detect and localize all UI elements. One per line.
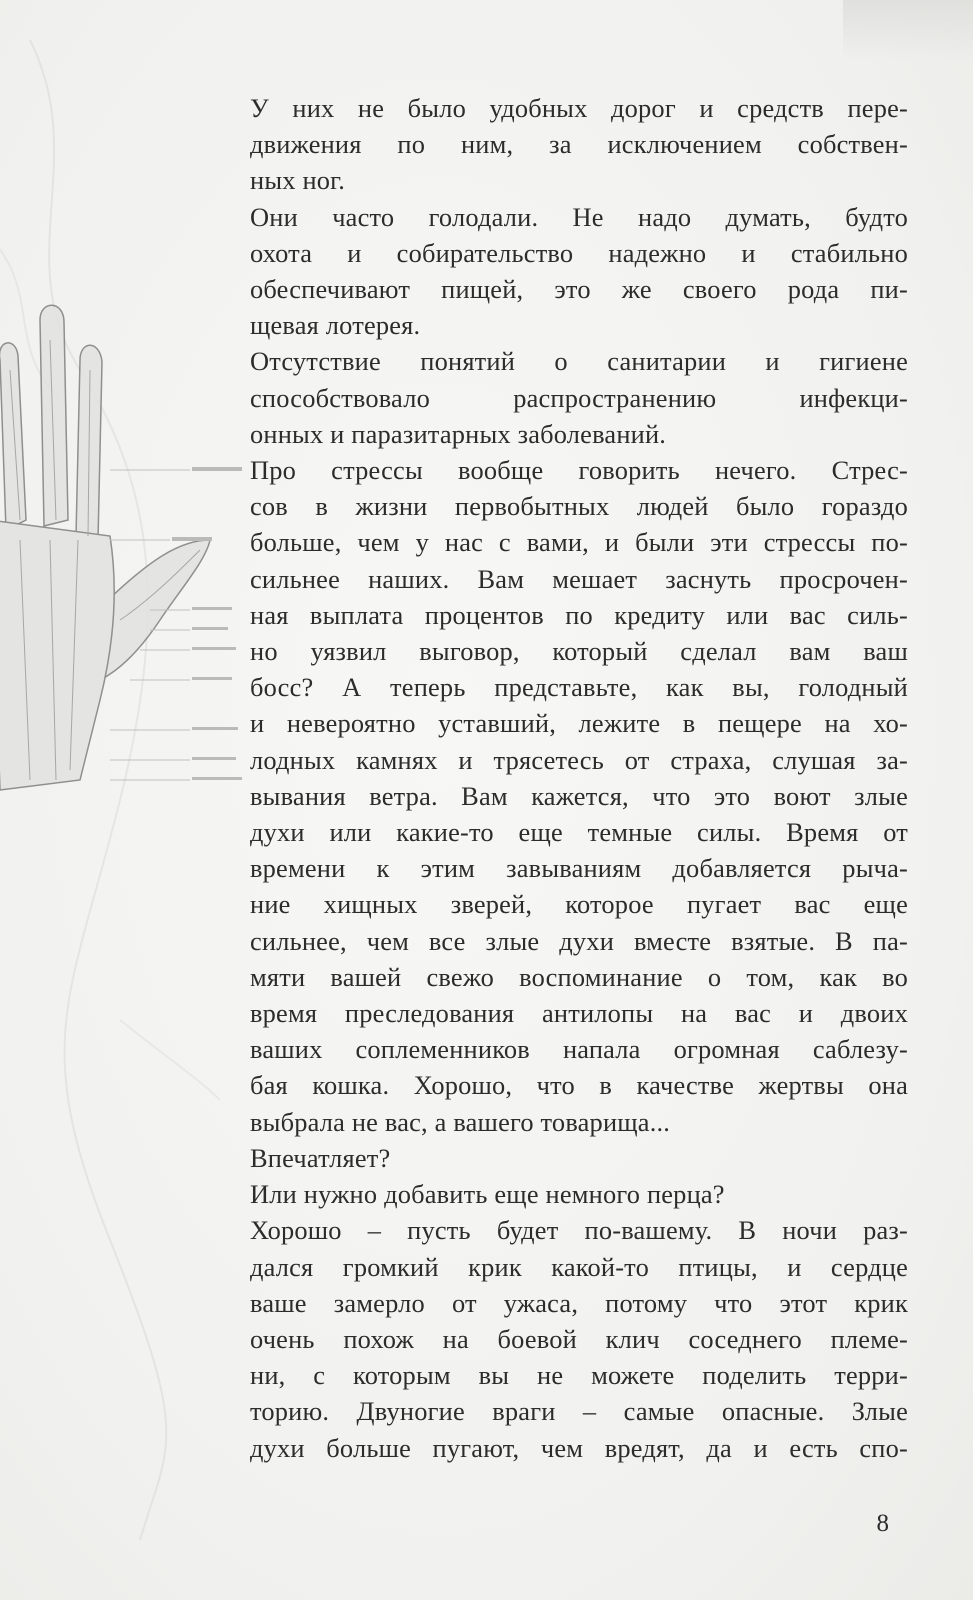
text-line: способствовало распространению инфекци- — [250, 382, 908, 413]
paragraph — [228, 452, 908, 1140]
paragraph — [228, 343, 908, 452]
paragraph — [228, 1176, 908, 1212]
text-line: лодных камнях и трясетесь от страха, слушая за- — [250, 744, 908, 775]
paragraph — [228, 90, 908, 199]
text-line: Впечатляет? — [250, 1142, 391, 1173]
text-line: обеспечивают пищей, это же своего рода пи- — [250, 274, 908, 305]
text-line: ная выплата процентов по кредиту или вас силь- — [250, 599, 908, 630]
text-line: больше, чем у нас с вами, и были эти стрессы по- — [250, 527, 908, 558]
text-line: У них не было удобных дорог и средств пере- — [250, 93, 908, 123]
text-line: ных ног. — [250, 165, 346, 196]
text-line: онных и паразитарных заболеваний. — [250, 418, 667, 449]
text-line: Хорошо – пусть будет по-вашему. В ночи раз- — [250, 1215, 908, 1246]
text-line: движения по ним, за исключением собствен- — [250, 129, 908, 160]
text-line: Или нужно добавить еще немного перца? — [250, 1179, 725, 1210]
text-line: время преследования антилопы на вас и двоих — [250, 998, 908, 1029]
text-line: Отсутствие понятий о санитарии и гигиене — [250, 346, 908, 377]
text-line: сов в жизни первобытных людей было гораздо — [250, 491, 908, 522]
text-line: духи больше пугают, чем вредят, да и есть спо- — [250, 1432, 908, 1463]
text-line: ние хищных зверей, которое пугает вас еще — [250, 889, 908, 920]
text-line: сильнее наших. Вам мешает заснуть просрочен- — [250, 563, 908, 594]
text-line: щевая лотерея. — [250, 310, 421, 341]
text-line: бая кошка. Хорошо, что в качестве жертвы она — [250, 1070, 908, 1101]
text-line: ни, с которым вы не можете поделить терри- — [250, 1360, 908, 1391]
text-line: торию. Двуногие враги – самые опасные. Злые — [250, 1396, 908, 1427]
body-text — [228, 90, 908, 1466]
text-line: времени к этим завываниям добавляется рыча- — [250, 853, 908, 884]
text-line: и невероятно уставший, лежите в пещере на хо- — [250, 708, 908, 739]
paragraph — [228, 199, 908, 344]
text-line: духи или какие-то еще темные силы. Время от — [250, 817, 908, 848]
text-line: но уязвил выговор, который сделал вам ваш — [250, 636, 908, 667]
text-line: дался громкий крик какой-то птицы, и сердце — [250, 1251, 908, 1282]
text-line: вывания ветра. Вам кажется, что это воют злые — [250, 780, 908, 811]
text-line: Они часто голодали. Не надо думать, будто — [250, 201, 908, 232]
text-line: очень похож на боевой клич соседнего племе- — [250, 1323, 908, 1354]
paragraph — [228, 1212, 908, 1465]
text-line: сильнее, чем все злые духи вместе взятые. В па- — [250, 925, 908, 956]
page-number: 8 — [876, 1510, 889, 1537]
text-line: ваших соплеменников напала огромная саблезу- — [250, 1034, 908, 1065]
text-line: ваше замерло от ужаса, потому что этот крик — [250, 1287, 908, 1318]
text-line: мяти вашей свежо воспоминание о том, как во — [250, 961, 908, 992]
paragraph — [228, 1140, 908, 1176]
text-line: босс? А теперь представьте, как вы, голодный — [250, 672, 908, 703]
text-line: охота и собирательство надежно и стабильно — [250, 237, 908, 268]
background-shade — [843, 0, 973, 60]
text-line: выбрала не вас, а вашего товарища... — [250, 1106, 671, 1137]
text-line: Про стрессы вообще говорить нечего. Стрес- — [250, 455, 908, 486]
